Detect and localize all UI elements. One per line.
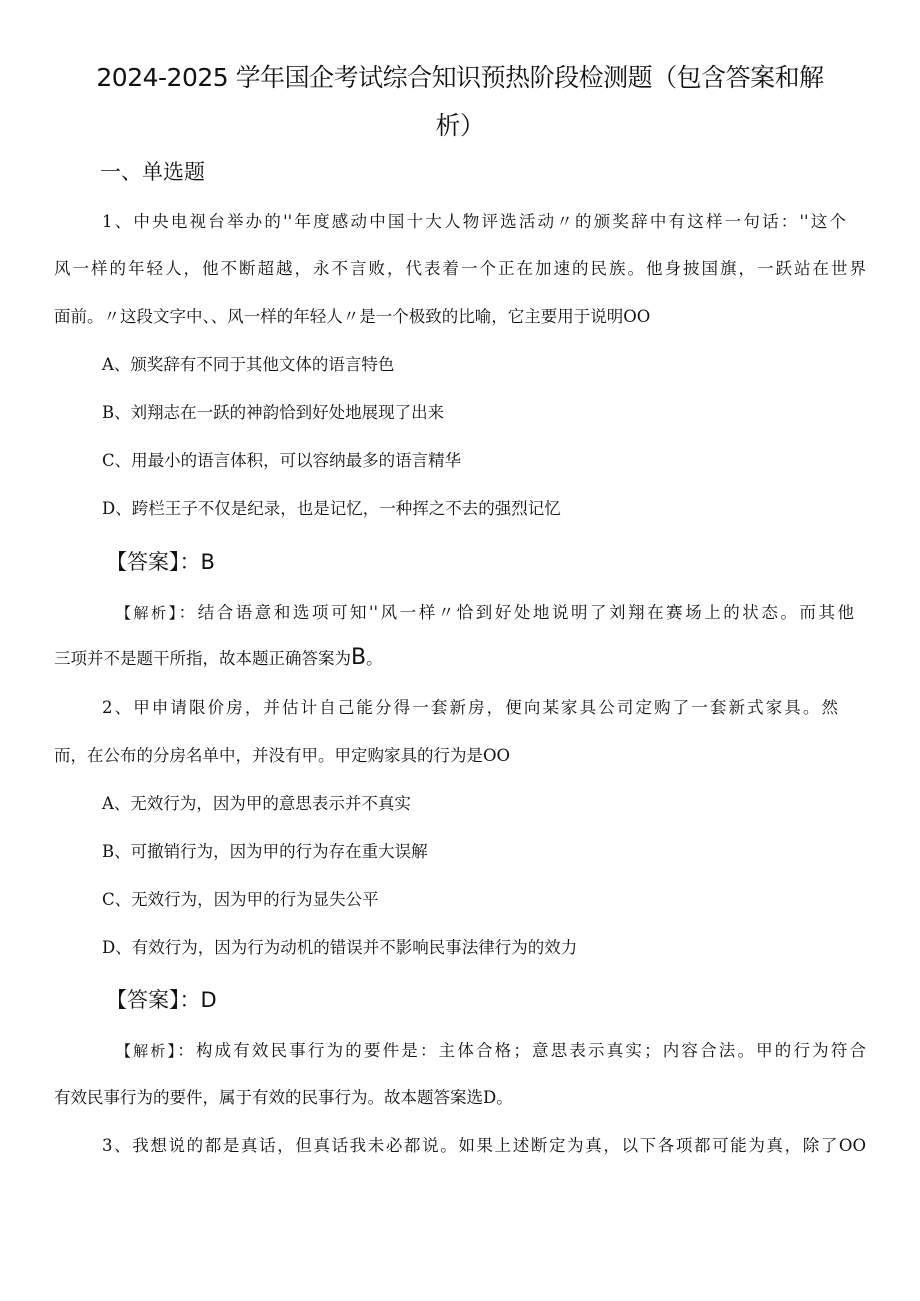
- question-2-explanation-tag: 【解析】: [116, 1042, 178, 1060]
- question-2-stem-line-2: 而，在公布的分房名单中，并没有甲。甲定购家具的行为是OO: [54, 746, 511, 765]
- question-2-option-c: C、无效行为，因为甲的行为显失公平: [102, 890, 379, 909]
- document-title-line-2: 析）: [435, 111, 485, 140]
- question-1-explanation-answer-letter: B: [351, 645, 367, 670]
- question-1-option-b: B、刘翔志在一跃的神韵恰到好处地展现了出来: [102, 403, 445, 422]
- question-1-option-d: D、跨栏王子不仅是纪录，也是记忆，一种挥之不去的强烈记忆: [102, 499, 561, 518]
- question-1-option-a: A、颁奖辞有不同于其他文体的语言特色: [102, 355, 395, 374]
- question-1-explanation-tag: 【解析】: [116, 604, 179, 622]
- question-1-answer: 【答案】：B: [106, 550, 215, 574]
- section-heading: 一、单选题: [100, 160, 205, 184]
- question-1-stem-line-3: 面前。〃这段文字中、、风一样的年轻人〃是一个极致的比喻，它主要用于说明OO: [54, 307, 651, 326]
- question-1-stem-line-1: 1、中央电视台举办的''年度感动中国十大人物评选活动〃的颁奖辞中有这样一句话：''这个: [102, 212, 846, 231]
- question-2-stem-line-1: 2、甲申请限价房，并估计自己能分得一套新房，便向某家具公司定购了一套新式家具。然: [102, 698, 838, 717]
- question-1-explanation-line-2: [54, 645, 383, 670]
- question-1-explanation-text-1: ：结合语意和选项可知''风一样〃恰到好处地说明了刘翔在赛场上的状态。而其他: [178, 603, 854, 622]
- question-1-stem-line-2: 风一样的年轻人，他不断超越，永不言败，代表着一个正在加速的民族。他身披国旗，一跃站在世界: [54, 259, 866, 278]
- question-2-explanation-text-1: ：构成有效民事行为的要件是：主体合格；意思表示真实；内容合法。甲的行为符合: [177, 1041, 866, 1060]
- question-1-explanation-line-1: [116, 599, 854, 623]
- question-1-explanation-end: 。: [366, 649, 383, 668]
- question-1-explanation-text-2: 三项并不是题干所指，故本题正确答案为: [54, 649, 351, 668]
- document-title-line-1: 2024-2025 学年国企考试综合知识预热阶段检测题（包含答案和解: [96, 63, 824, 92]
- question-2-explanation-line-1: [116, 1037, 866, 1061]
- question-2-explanation-line-2: 有效民事行为的要件，属于有效的民事行为。故本题答案选D。: [54, 1088, 513, 1107]
- question-3-stem-line-1: 3、我想说的都是真话，但真话我未必都说。如果上述断定为真，以下各项都可能为真，除了OO: [102, 1136, 866, 1155]
- question-2-option-d: D、有效行为，因为行为动机的错误并不影响民事法律行为的效力: [102, 938, 578, 957]
- question-2-option-b: B、可撤销行为，因为甲的行为存在重大误解: [102, 842, 428, 861]
- question-2-answer: 【答案】：D: [106, 988, 217, 1012]
- question-1-option-c: C、用最小的语言体积，可以容纳最多的语言精华: [102, 451, 462, 470]
- question-2-option-a: A、无效行为，因为甲的意思表示并不真实: [102, 794, 411, 813]
